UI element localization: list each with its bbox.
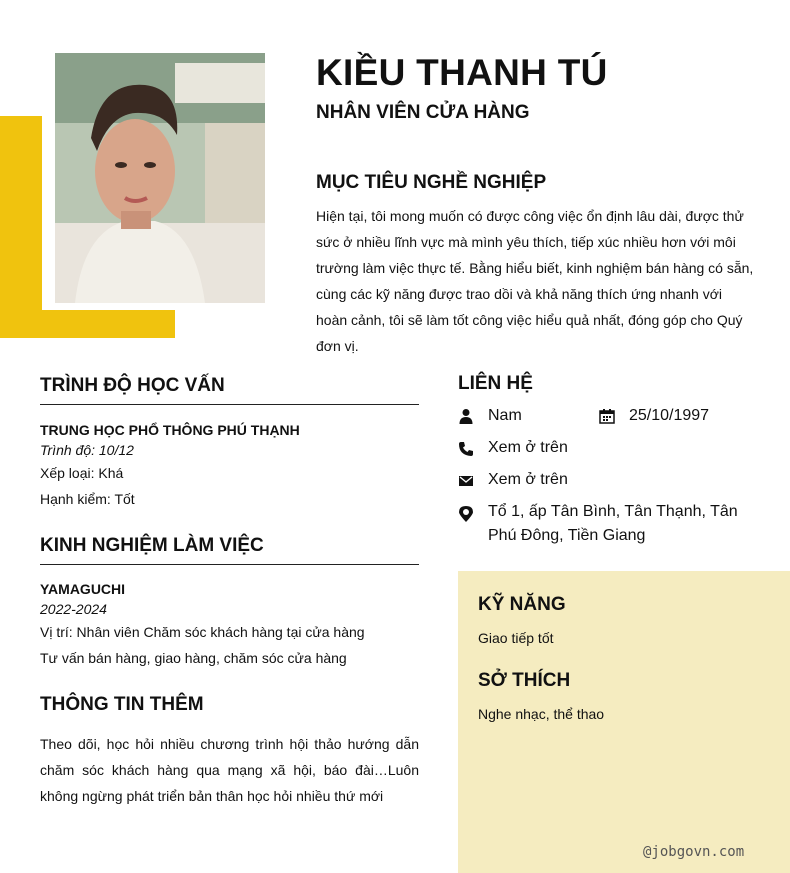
contact-birthdate: 25/10/1997 [629, 407, 710, 424]
job-title: NHÂN VIÊN CỬA HÀNG [316, 102, 530, 123]
education-level: Trình độ: 10/12 [40, 442, 134, 458]
candidate-name: KIỀU THANH TÚ [316, 52, 608, 93]
more-info-text: Theo dõi, học hỏi nhiều chương trình hội thảo hướng dẫn chăm sóc khách hàng qua mạng xã hội, báo đài…Luôn không ngừng phát triển bản thân học hỏi nhiều thứ mới [40, 736, 419, 804]
calendar-icon [599, 408, 615, 424]
person-icon [458, 408, 474, 424]
experience-period: 2022-2024 [40, 601, 107, 617]
education-grade: Xếp loại: Khá [40, 465, 124, 481]
contact-heading: LIÊN HỆ [458, 373, 533, 394]
hobbies-text: Nghe nhạc, thể thao [478, 706, 605, 722]
mail-icon [458, 473, 474, 489]
objective-text: Hiện tại, tôi mong muốn có được công việc ổn định lâu dài, được thử sức ở nhiều lĩnh vực mà mình yêu thích, tiếp xúc nhiều hơn với môi trường làm việc thực tế. Bằng hiểu biết, kinh nghiệm bán hàng có sẵn, cùng các kỹ năng được trao dồi và khả năng thích ứng nhanh với hoàn cảnh, tôi sẽ làm tốt công việc hiểu quả nhất, đóng góp cho Quý đơn vị. [316, 208, 754, 354]
phone-icon [458, 441, 474, 457]
more-info-heading: THÔNG TIN THÊM [40, 694, 204, 715]
school-name: TRUNG HỌC PHỔ THÔNG PHÚ THẠNH [40, 422, 300, 438]
hobbies-heading: SỞ THÍCH [478, 670, 571, 691]
contact-gender: Nam [488, 407, 522, 424]
skills-heading: KỸ NĂNG [478, 594, 566, 615]
experience-duties: Tư vấn bán hàng, giao hàng, chăm sóc cửa hàng [40, 650, 347, 666]
objective-heading: MỤC TIÊU NGHỀ NGHIỆP [316, 172, 547, 193]
contact-email: Xem ở trên [488, 471, 568, 488]
experience-position: Vị trí: Nhân viên Chăm sóc khách hàng tại cửa hàng [40, 624, 365, 640]
experience-heading: KINH NGHIỆM LÀM VIỆC [40, 535, 419, 565]
education-entry [40, 420, 419, 512]
contact-phone: Xem ở trên [488, 439, 568, 456]
contact-address: Tổ 1, ấp Tân Bình, Tân Thạnh, Tân Phú Đông, Tiền Giang [488, 503, 738, 544]
company-name: YAMAGUCHI [40, 581, 126, 597]
education-conduct: Hạnh kiểm: Tốt [40, 491, 135, 507]
location-pin-icon [458, 505, 474, 523]
profile-photo [55, 53, 265, 303]
education-heading: TRÌNH ĐỘ HỌC VẤN [40, 375, 419, 405]
experience-entry [40, 579, 419, 671]
watermark: @jobgovn.com [643, 844, 745, 860]
skills-text: Giao tiếp tốt [478, 630, 554, 646]
